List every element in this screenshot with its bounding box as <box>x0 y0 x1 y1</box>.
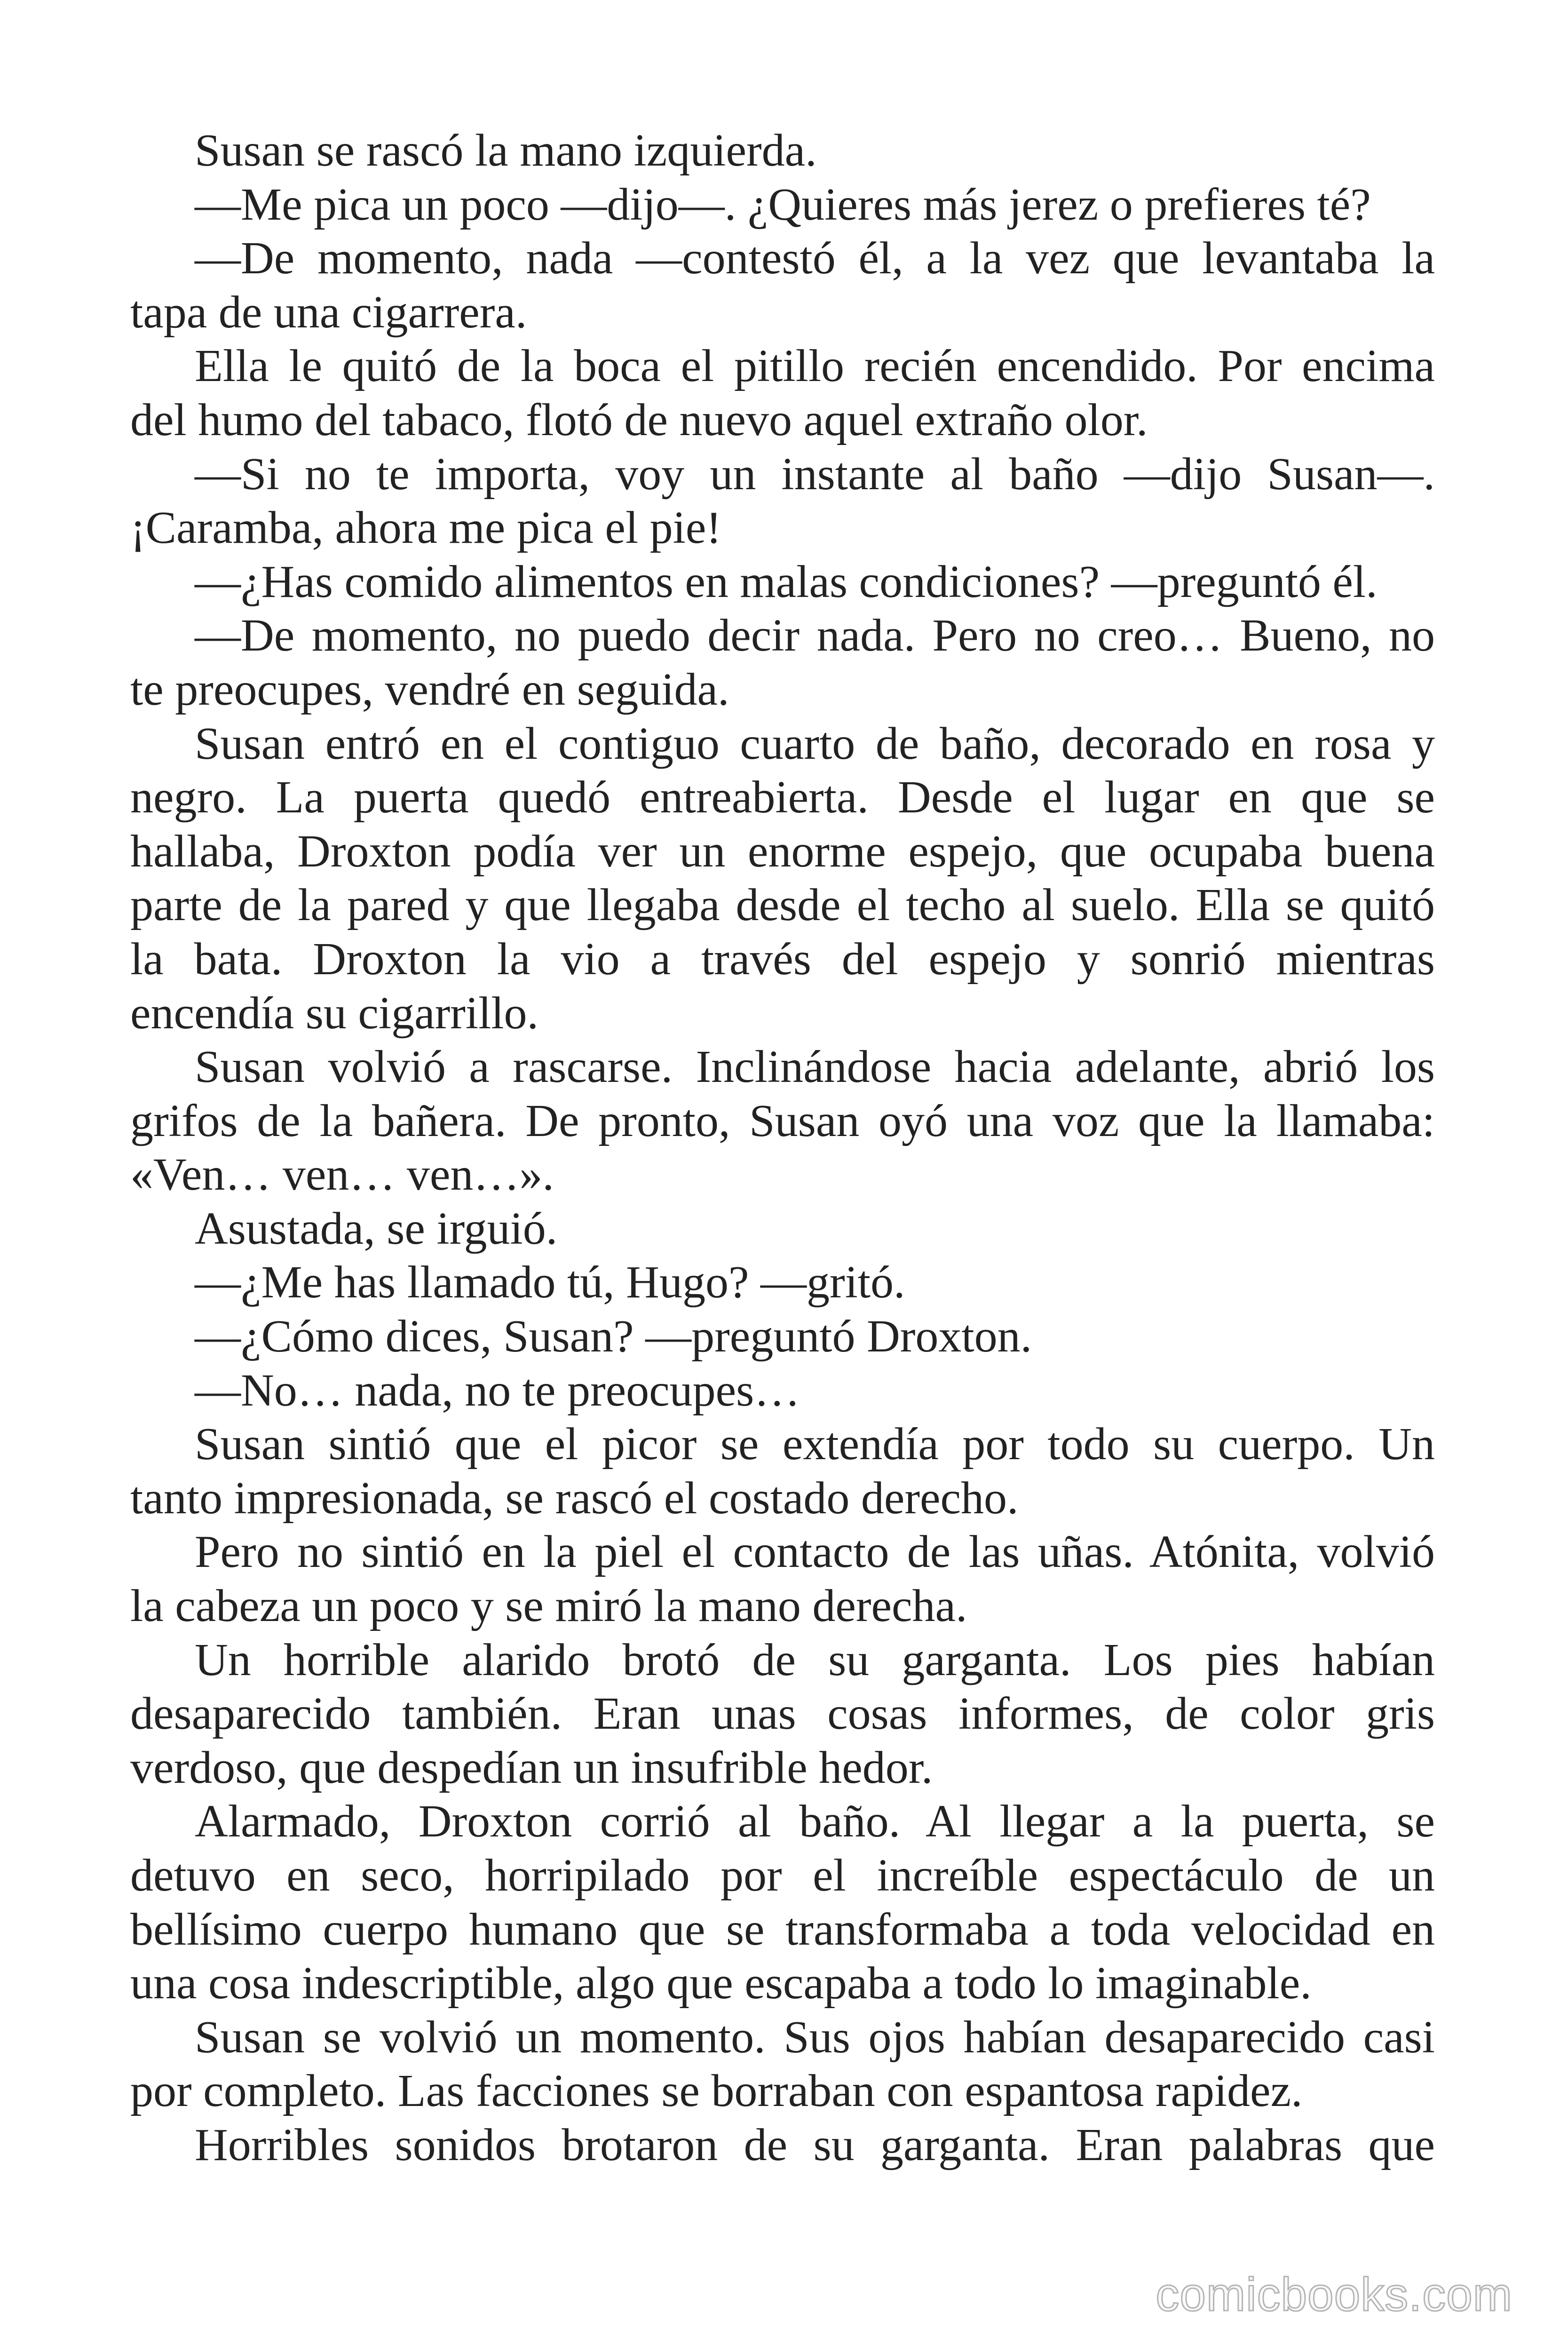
text-line: —No… nada, no te preocupes… <box>195 1365 800 1416</box>
text-line: la bata. Droxton la vio a través del espejo y sonrió mientras <box>130 933 1435 985</box>
paragraph <box>130 1795 1435 2010</box>
text-line: —¿Cómo dices, Susan? —preguntó Droxton. <box>195 1311 1032 1362</box>
paragraph <box>130 231 1435 339</box>
text-line: —¿Me has llamado tú, Hugo? —gritó. <box>195 1257 905 1308</box>
text-line: Alarmado, Droxton corrió al baño. Al llegar a la puerta, se <box>195 1796 1435 1847</box>
text-line: Susan entró en el contiguo cuarto de baño, decorado en rosa y <box>195 718 1435 769</box>
text-line: —Si no te importa, voy un instante al baño —dijo Susan—. <box>195 448 1435 500</box>
paragraph <box>130 609 1435 716</box>
text-line: Susan sintió que el picor se extendía por todo su cuerpo. Un <box>195 1419 1435 1470</box>
paragraph <box>130 1417 1435 1525</box>
text-line: —¿Has comido alimentos en malas condiciones? —preguntó él. <box>195 556 1378 607</box>
text-line: te preocupes, vendré en seguida. <box>130 664 729 715</box>
paragraph <box>130 1255 1435 1310</box>
text-line: tanto impresionada, se rascó el costado derecho. <box>130 1472 1019 1524</box>
text-line: encendía su cigarrillo. <box>130 987 539 1039</box>
text-line: verdoso, que despedían un insufrible hedor. <box>130 1742 933 1793</box>
paragraph <box>130 555 1435 609</box>
text-line: desaparecido también. Eran unas cosas informes, de color gris <box>130 1688 1435 1740</box>
text-line: Asustada, se irguió. <box>195 1203 558 1254</box>
paragraph <box>130 1525 1435 1633</box>
text-line: Ella le quitó de la boca el pitillo recién encendido. Por encima <box>195 341 1435 392</box>
text-line: negro. La puerta quedó entreabierta. Desde el lugar en que se <box>130 772 1435 823</box>
text-line: —Me pica un poco —dijo—. ¿Quieres más jerez o prefieres té? <box>195 179 1371 230</box>
paragraph <box>130 178 1435 232</box>
text-line: una cosa indescriptible, algo que escapaba a todo lo imaginable. <box>130 1958 1312 2009</box>
body-text <box>130 124 1435 2172</box>
paragraph <box>130 1202 1435 1256</box>
text-line: tapa de una cigarrera. <box>130 286 527 338</box>
text-line: hallaba, Droxton podía ver un enorme espejo, que ocupaba buena <box>130 826 1435 877</box>
text-line: grifos de la bañera. De pronto, Susan oyó una voz que la llamaba: <box>130 1095 1435 1146</box>
paragraph <box>130 1364 1435 1418</box>
text-line: del humo del tabaco, flotó de nuevo aquel extraño olor. <box>130 394 1148 445</box>
text-line: Susan volvió a rascarse. Inclinándose hacia adelante, abrió los <box>195 1041 1435 1093</box>
text-line: la cabeza un poco y se miró la mano derecha. <box>130 1581 967 1632</box>
text-line: Susan se rascó la mano izquierda. <box>195 125 817 176</box>
paragraph <box>130 1310 1435 1364</box>
watermark: comicbooks.com <box>1156 2268 1513 2321</box>
text-line: Horribles sonidos brotaron de su garganta. Eran palabras que <box>195 2119 1435 2170</box>
text-line: Pero no sintió en la piel el contacto de las uñas. Atónita, volvió <box>195 1526 1435 1578</box>
paragraph <box>130 1633 1435 1795</box>
text-line: bellísimo cuerpo humano que se transformaba a toda velocidad en <box>130 1904 1435 1955</box>
paragraph <box>130 2118 1435 2172</box>
paragraph <box>130 717 1435 1041</box>
text-line: Susan se volvió un momento. Sus ojos habían desaparecido casi <box>195 2011 1435 2063</box>
text-line: «Ven… ven… ven…». <box>130 1149 554 1200</box>
paragraph <box>130 2010 1435 2118</box>
paragraph <box>130 447 1435 555</box>
paragraph <box>130 124 1435 178</box>
text-line: —De momento, no puedo decir nada. Pero no creo… Bueno, no <box>195 610 1435 661</box>
paragraph <box>130 339 1435 447</box>
text-line: por completo. Las facciones se borraban con espantosa rapidez. <box>130 2066 1303 2117</box>
text-line: detuvo en seco, horripilado por el increíble espectáculo de un <box>130 1850 1435 1901</box>
text-line: ¡Caramba, ahora me pica el pie! <box>130 502 722 554</box>
text-line: Un horrible alarido brotó de su garganta. Los pies habían <box>195 1634 1435 1685</box>
paragraph <box>130 1040 1435 1202</box>
text-line: parte de la pared y que llegaba desde el techo al suelo. Ella se quitó <box>130 880 1435 931</box>
text-line: —De momento, nada —contestó él, a la vez que levantaba la <box>195 233 1435 284</box>
